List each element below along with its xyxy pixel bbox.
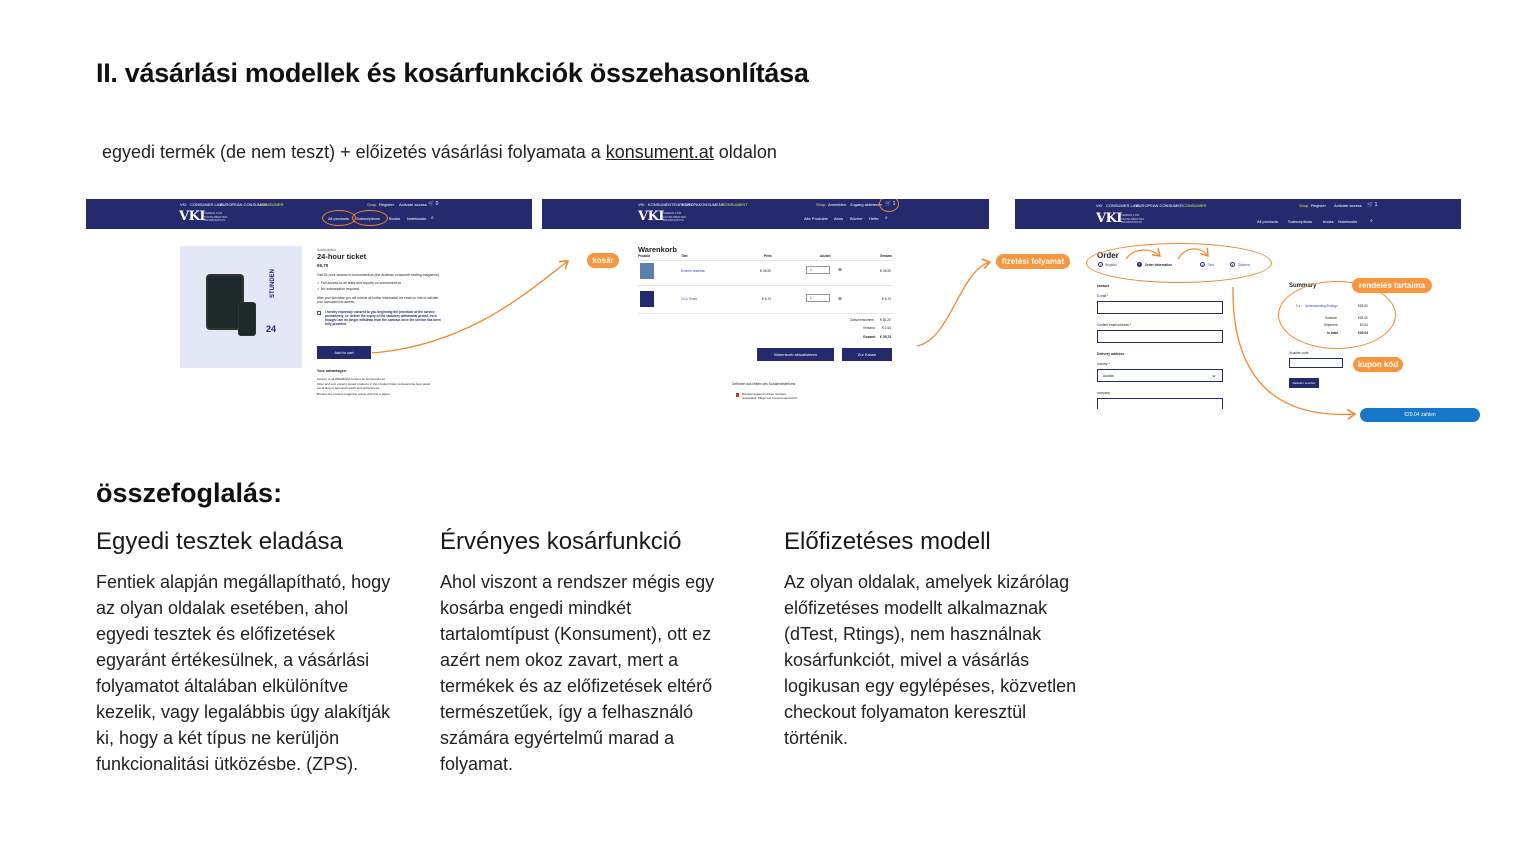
top-link-european[interactable]: EUROPEAN CONSUMER [1136, 203, 1183, 208]
nav-abos[interactable]: Abos [834, 216, 844, 221]
summary-item-title[interactable]: Understanding findings [1305, 304, 1338, 308]
site-header [86, 199, 532, 229]
summary-column [440, 528, 740, 777]
nav-alle-produkte[interactable]: Alle Produkte [804, 216, 828, 221]
steps-highlight [1086, 243, 1272, 283]
header-anzahl: Anzahl [820, 254, 831, 258]
cart-item-total: € 6,70 [882, 297, 892, 301]
email-field[interactable] [1097, 301, 1223, 314]
badge-order-content: rendelés tartalma [1352, 278, 1432, 293]
nav-subscriptions[interactable]: Subscriptions [356, 216, 381, 221]
voucher-label: Voucher code [1289, 351, 1309, 355]
total-label: Gesamt [863, 335, 876, 339]
redeem-voucher-button[interactable]: Redeem voucher [1289, 378, 1319, 388]
country-select[interactable] [1097, 369, 1223, 382]
product-bullet-2: ✓ No subscription required. [317, 287, 360, 291]
summary-item-qty: 1 x [1296, 304, 1301, 308]
delivery-heading: Delivery address [1097, 352, 1125, 356]
summary-subtotal-label: Subtotal [1325, 316, 1337, 320]
confirm-email-label: Confirm email address * [1097, 323, 1132, 327]
cart-icon[interactable]: 🛒 1 [885, 201, 896, 207]
ministry-text: Bundesministerium Arbeit, Soziales, Gesundheit, Pflege und Konsumentenschutz [742, 392, 798, 400]
page-title: II. vásárlási modellek és kosárfunkciók összehasonlítása [96, 58, 809, 88]
subtotal-label: Zwischensumme [850, 318, 874, 322]
product-image [180, 246, 302, 368]
vki-logo[interactable]: VKI [638, 209, 664, 224]
cart-item-title[interactable]: Einzeln ansehen [681, 269, 706, 273]
step-label: Diploma [1238, 263, 1250, 267]
top-link-consumer[interactable]: CONSUMER [260, 202, 284, 207]
remove-icon[interactable]: ⊗ [838, 296, 842, 301]
column-heading: Érvényes kosárfunkció [440, 528, 682, 555]
top-link-european[interactable]: EUROPEAN CONSUMER [220, 202, 267, 207]
header-preis: Preis [764, 254, 772, 258]
summary-total: €29.04 [1358, 331, 1369, 335]
divider [638, 313, 893, 314]
top-link-konsument[interactable]: KONSUMENT [722, 202, 748, 207]
cart-title: Warenkorb [638, 245, 677, 254]
nav-notebooks[interactable]: Notebooks [407, 216, 427, 221]
subtitle-text-before: egyedi termék (de nem teszt) + előizetés vásárlási folyamata a [102, 142, 606, 162]
product-page-screenshot [86, 199, 532, 409]
top-link-vki[interactable]: VKI [180, 202, 187, 207]
register-link[interactable]: Register [1311, 203, 1326, 208]
advantage-2: Filter and sort experts tested products in the product finder to determine best tailed according to personal needs and preferences. [317, 382, 431, 390]
order-title: Order [1097, 251, 1119, 260]
top-link-consumer[interactable]: CONSUMER [1183, 203, 1207, 208]
product-price: €6,70 [317, 263, 329, 268]
column-text: Fentiek alapján megállapítható, hogy az olyan oldalak esetében, ahol egyedi tesztek és előfizetések egyaránt értékesülnek, a vásárlási folyamatot általában elkülönítve kezelik, vagy legalábbis úgy alakítják ki, hogy a két típus ne kerüljön funkcionalitási ütközésbe. (ZPS). [96, 572, 391, 774]
summary-item-price: €28.50 [1358, 304, 1368, 308]
summary-title: összefoglalás: [96, 478, 283, 508]
total-value: € 35,74 [880, 335, 892, 339]
step-label: Register [1105, 263, 1117, 267]
step-label: Order information [1145, 263, 1173, 267]
product-kicker: Subscription [317, 248, 337, 252]
column-heading: Egyedi tesztek eladása [96, 528, 343, 555]
step-label: Test [1208, 263, 1214, 267]
shop-link[interactable]: Shop [816, 202, 826, 207]
checkout-page-screenshot [1015, 199, 1461, 409]
consent-text: I hereby expressly consent to you beginning the provision of the service prematurely, i.e. before the expiry of the statutory withdrawal period, even though I am no longer withdraw from the contract once the service has been fully provided. [325, 310, 441, 326]
contact-heading: contact [1097, 284, 1110, 288]
advantage-3: Browse the printed magazine online with this e-paper. [317, 392, 391, 396]
cart-item-price: € 28,50 [760, 269, 771, 273]
register-link[interactable]: Register [379, 202, 394, 207]
summary-shipping: €0.54 [1360, 323, 1368, 327]
confirm-email-field[interactable] [1097, 330, 1223, 343]
product-description: Get 24-hour access to konsument.at (the Austrian consumer testing magazine). [317, 273, 440, 277]
summary-total-label: In total [1327, 331, 1338, 335]
image-stunden-text: STUNDEN [270, 268, 276, 298]
column-text: Ahol viszont a rendszer mégis egy kosárba engedi mindkét tartalomtípust (Konsument), ott ez azért nem okoz zavart, mert a termékek és az előfizetések eltérő természetűek, így a felhasználó számára egyértelmű marad a folyamat. [440, 572, 715, 774]
subtitle-text-after: oldalon [713, 142, 777, 162]
shipping-value: € 2,54 [882, 326, 891, 330]
remove-icon[interactable]: ⊗ [838, 267, 842, 272]
top-link-recht[interactable]: KONSUMENTENRECHT [648, 202, 693, 207]
summary-shipping-label: Shipment [1324, 323, 1338, 327]
badge-coupon: kupon kód [1353, 357, 1403, 372]
top-link-vki[interactable]: VKI [638, 202, 645, 207]
badge-cart: kosár [587, 253, 619, 268]
activate-link[interactable]: Activate access [399, 202, 427, 207]
logo-subtitle: VEREIN FÜR KONSUMENTEN INFORMATION [204, 211, 228, 222]
top-link-law[interactable]: CONSUMER LAW [190, 202, 223, 207]
header-gesamt: Gesamt [880, 254, 892, 258]
divider [638, 260, 893, 261]
search-icon[interactable]: ⌕ [431, 215, 434, 221]
quantity-value: 1 [810, 296, 812, 300]
quantity-input[interactable] [806, 266, 830, 274]
search-icon[interactable]: ⌕ [1370, 218, 1373, 224]
quantity-input[interactable] [806, 294, 830, 302]
nav-all-products[interactable]: All products [1257, 219, 1278, 224]
voucher-input[interactable] [1289, 358, 1343, 368]
vki-logo[interactable]: VKI [1096, 211, 1122, 226]
company-label: company [1097, 391, 1110, 395]
badge-checkout: fizetési folyamat [996, 254, 1070, 269]
nav-subscriptions[interactable]: Subscriptions [1288, 219, 1313, 224]
cart-item-total: € 28,50 [880, 269, 891, 273]
top-link-law[interactable]: CONSUMER LAW [1106, 203, 1139, 208]
shop-link[interactable]: Shop [1299, 203, 1309, 208]
step-number: 4 [1231, 263, 1234, 267]
product-title: 24-hour ticket [317, 252, 367, 261]
activate-link[interactable]: Zugang aktivieren [850, 202, 882, 207]
nav-notebooks[interactable]: Notebooks [1338, 219, 1358, 224]
site-header [542, 199, 989, 229]
cart-icon[interactable]: 🛒 1 [1367, 202, 1378, 208]
shipping-label: Versand [863, 326, 875, 330]
subtitle [102, 142, 777, 163]
header-titel: Titel [681, 254, 688, 258]
add-to-cart-button[interactable]: Add to cart [317, 346, 371, 359]
column-heading: Előfizetéses modell [784, 528, 991, 555]
nav-hefte[interactable]: Hefte [869, 216, 879, 221]
product-bullet-1: ✓ Full access to all tests and reports on konsument.at [317, 281, 401, 285]
top-link-vki[interactable]: VKI [1096, 203, 1103, 208]
advantages-title: Your advantages: [317, 369, 347, 373]
summary-subtotal: €28.50 [1358, 316, 1368, 320]
funding-text: Gefördert aus Mitteln des Sozialministeriums [732, 382, 796, 386]
cart-item-price: € 6,70 [762, 297, 772, 301]
summary-column [96, 528, 396, 777]
after-purchase-text: After your purchase you will receive all further information via email on how to activate your konsument.at access. [317, 296, 439, 304]
country-label: country * [1097, 362, 1110, 366]
cart-item-title[interactable]: 24-h Ticket [681, 297, 698, 301]
header-produkt: Produkt [638, 254, 651, 258]
subscriptions-highlight [352, 210, 388, 226]
step-number: 2 [1138, 262, 1141, 266]
pay-button[interactable]: €29.04 zahlen [1360, 408, 1480, 422]
nav-buecher[interactable]: Bücher [850, 216, 863, 221]
checkout-button[interactable]: Zur Kasse [842, 348, 892, 361]
email-label: E-mail * [1097, 294, 1109, 298]
register-link[interactable]: Anmelden [828, 202, 847, 207]
nav-all-products[interactable]: All products [328, 216, 349, 221]
company-field[interactable] [1097, 398, 1223, 409]
logo-subtitle: VEREIN FÜR KONSUMENTEN INFORMATION [663, 211, 687, 222]
summary-title: Summary [1289, 283, 1317, 289]
ministry-flag-icon [736, 393, 739, 397]
advantage-1: Access to all PREMIUM content on konsument.at [317, 377, 385, 381]
step-number: 3 [1201, 263, 1204, 267]
phone-shape [238, 302, 256, 336]
product-thumbnail [640, 263, 654, 279]
all-products-highlight [322, 210, 356, 226]
logo-subtitle: VEREIN FÜR KONSUMENTEN INFORMATION [1121, 213, 1145, 224]
top-link-europa[interactable]: EUROPAKONSUMENT [682, 202, 725, 207]
update-cart-button[interactable]: Warenkorb aktualisieren [757, 348, 834, 361]
image-24-text: 24 [266, 324, 277, 334]
country-value: Austria [1103, 374, 1114, 378]
site-header [1015, 199, 1461, 229]
divider [638, 285, 893, 286]
nav-books[interactable]: Books [389, 216, 401, 221]
cart-icon[interactable]: 🛒 0 [428, 201, 439, 207]
subtotal-value: € 35,20 [880, 318, 891, 322]
consent-checkbox[interactable] [317, 311, 321, 315]
quantity-value: 1 [810, 268, 812, 272]
chevron-down-icon: ⌄ [1211, 372, 1217, 379]
summary-column [784, 528, 1084, 751]
search-icon[interactable]: ⌕ [885, 215, 888, 221]
konsument-link[interactable]: konsument.at [605, 142, 714, 162]
cart-page-screenshot [542, 199, 989, 409]
column-text: Az olyan oldalak, amelyek kizárólag előfizetéses modellt alkalmaznak (dTest, Rtings), nem használnak kosárfunkciót, mivel a vásárlás logikusan egy egylépéses, közvetlen checkout folyamaton keresztül történik. [784, 572, 1077, 748]
nav-books[interactable]: books [1323, 219, 1334, 224]
shop-link[interactable]: Shop [367, 202, 377, 207]
activate-link[interactable]: Activate access [1334, 203, 1362, 208]
product-thumbnail [640, 291, 654, 307]
step-number: 1 [1099, 263, 1102, 267]
vki-logo[interactable]: VKI [179, 209, 205, 224]
